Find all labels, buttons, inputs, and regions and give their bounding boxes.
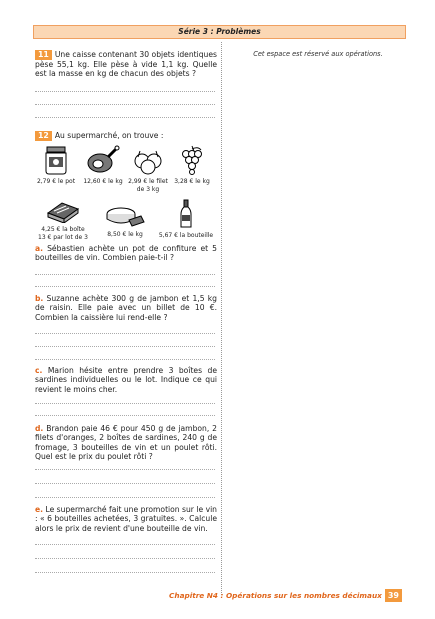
product-grapes <box>170 145 214 186</box>
question-e-text: Le supermarché fait une promotion sur le vin : « 6 bouteilles achetées, 3 gratuites. ». Calcule alors le prix de revient d'une bouteille de vin. <box>35 505 217 533</box>
product-price-detail: 13 € par lot de 3 <box>38 233 88 241</box>
page-number: 39 <box>385 589 402 602</box>
answer-line <box>35 91 215 92</box>
product-sardines <box>35 199 91 241</box>
product-oranges <box>123 145 173 193</box>
answer-line <box>35 483 215 484</box>
answer-line <box>35 497 215 498</box>
product-cheese <box>100 202 150 239</box>
question-b <box>35 294 217 322</box>
ham-icon <box>86 145 120 175</box>
answer-line <box>35 415 215 416</box>
oranges-icon <box>133 145 163 175</box>
exercise-12-intro: Au supermarché, on trouve : <box>54 131 164 140</box>
answer-line <box>35 359 215 360</box>
grapes-icon <box>179 145 205 175</box>
question-b-letter: b. <box>35 294 44 303</box>
question-e <box>35 505 217 533</box>
page-footer <box>169 589 402 602</box>
question-c-letter: c. <box>35 366 43 375</box>
cheese-icon <box>105 202 145 228</box>
question-b-text: Suzanne achète 300 g de jambon et 1,5 kg de raisin. Elle paie avec un billet de 10 €. Combien la caissière lui rend-elle ? <box>35 294 217 322</box>
exercise-11-text: Une caisse contenant 30 objets identiques pèse 55,1 kg. Elle pèse à vide 1,1 kg. Quelle est la masse en kg de chacun des objets ? <box>35 50 217 79</box>
question-a-text: Sébastien achète un pot de confiture et 5 bouteilles de vin. Combien paie-t-il ? <box>35 244 218 263</box>
question-a-letter: a. <box>35 244 44 253</box>
answer-line <box>35 117 215 118</box>
series-title: Série 3 : Problèmes <box>178 27 261 36</box>
question-a <box>35 244 217 263</box>
answer-line <box>35 558 215 559</box>
answer-line <box>35 333 215 334</box>
answer-line <box>35 274 215 275</box>
product-wine <box>156 199 216 240</box>
exercise-11-number: 11 <box>35 50 52 60</box>
question-c <box>35 366 217 394</box>
question-d-letter: d. <box>35 424 44 433</box>
product-price: 3,28 € le kg <box>174 178 210 185</box>
answer-line <box>35 469 215 470</box>
product-ham <box>80 145 126 186</box>
sardine-tin-icon <box>46 199 80 223</box>
answer-line <box>35 346 215 347</box>
question-d <box>35 424 217 462</box>
product-price: 5,67 € la bouteille <box>158 232 214 239</box>
wine-bottle-icon <box>179 199 193 229</box>
product-price: 8,50 € le kg <box>107 231 143 238</box>
question-c-text: Marion hésite entre prendre 3 boîtes de sardines individuelles ou le lot. Indique ce qui revient le moins cher. <box>35 366 217 394</box>
exercise-12-number: 12 <box>35 131 52 141</box>
answer-line <box>35 572 215 573</box>
product-price: 2,79 € le pot <box>36 178 76 185</box>
answer-line <box>35 403 215 404</box>
jam-jar-icon <box>43 145 69 175</box>
product-jam <box>33 145 79 186</box>
answer-line <box>35 544 215 545</box>
question-d-text: Brandon paie 46 € pour 450 g de jambon, 2 filets d'oranges, 2 boîtes de sardines, 240 g de fromage, 3 bouteilles de vin et un poulet rôti. Quel est le prix du poulet rôti ? <box>35 424 217 462</box>
exercise-12 <box>35 131 217 141</box>
product-price: 12,60 € le kg <box>83 178 123 185</box>
operations-note: Cet espace est réservé aux opérations. <box>253 50 383 58</box>
series-header <box>33 25 406 39</box>
answer-line <box>35 104 215 105</box>
column-divider <box>221 42 222 595</box>
answer-line <box>35 286 215 287</box>
product-price-detail: de 3 kg <box>136 185 160 193</box>
exercise-11 <box>35 50 217 79</box>
product-price: 4,25 € la boîte <box>41 226 85 233</box>
product-price: 2,99 € le filet <box>128 178 168 185</box>
chapter-title: Chapitre N4 : Opérations sur les nombres décimaux <box>169 591 382 600</box>
question-e-letter: e. <box>35 505 44 514</box>
